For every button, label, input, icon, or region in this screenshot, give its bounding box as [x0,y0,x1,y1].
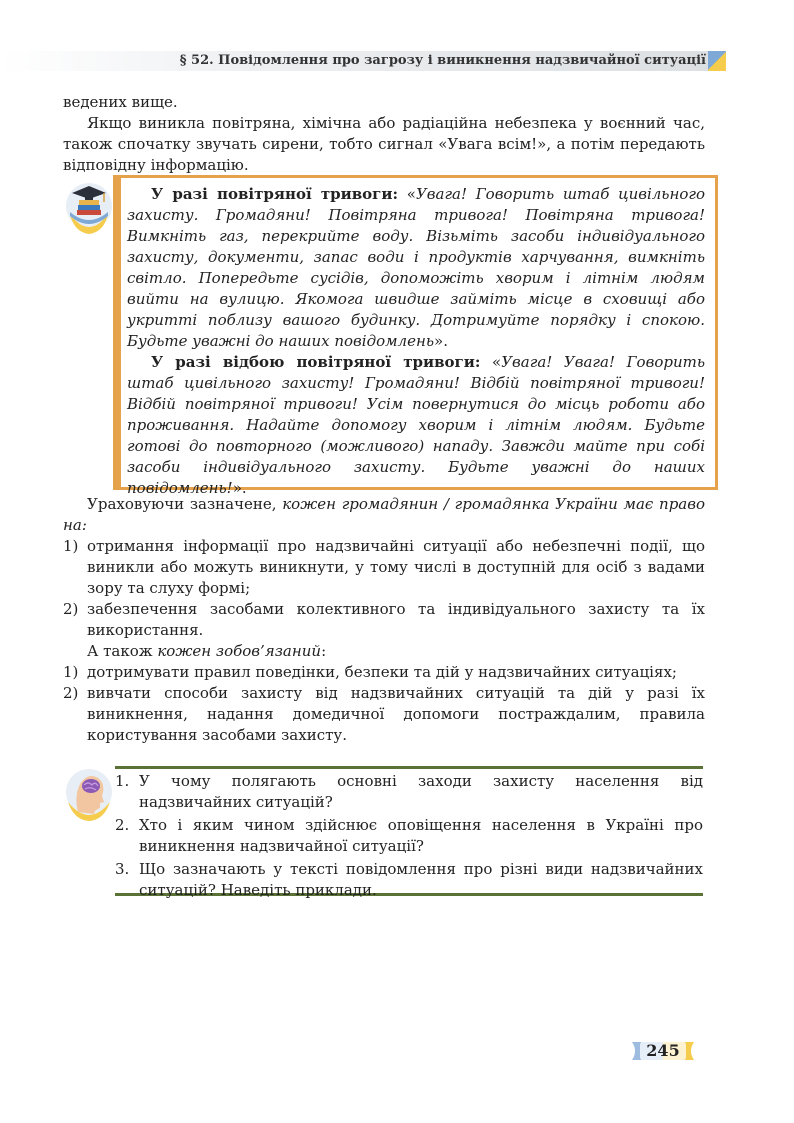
intro-section [63,92,705,176]
list-item-number: 2) [63,600,79,618]
question-number: 2. [115,816,130,834]
list-item-text: отримання інформації про надзвичайні ситуації або небезпечні події, що виникли або можуть виникнути, у тому числі в доступній для осіб з вадами зору та слуху формі; [87,537,705,597]
all-clear-paragraph [127,352,705,499]
quote-close: ». [434,332,448,350]
question-text: Хто і яким чином здійснює оповіщення населення в Україні про виникнення надзвичайної ситуації? [139,816,703,855]
list-item [63,536,705,599]
all-clear-label: У разі відбою повітряної тривоги: [151,353,481,371]
list-item-number: 2) [63,684,79,702]
question-item [115,859,703,901]
air-raid-alert-label: У разі повітряної тривоги: [151,185,399,203]
air-raid-alert-paragraph [127,184,705,352]
duties-intro-text: А також [87,642,158,660]
duties-intro-emphasis: кожен зобов’язаний [157,642,322,660]
duties-intro [63,641,705,662]
question-item [115,771,703,813]
page-number: 245 [646,1041,680,1060]
question-number: 1. [115,772,130,790]
rights-intro [63,494,705,536]
list-item-text: забезпечення засобами колективного та індивідуального захисту та їх використання. [87,600,705,639]
page-number-badge [630,1038,696,1064]
running-header-title: § 52. Повідомлення про загрозу і виникнення надзвичайної ситуації [179,53,706,68]
rights-intro-text: Ураховуючи зазначене, [87,495,283,513]
rights-intro-emphasis: кожен громадянин / громадянка України має право на: [63,495,705,534]
review-questions-box [115,766,703,899]
list-item [63,662,705,683]
quote-open: « [398,185,416,203]
list-item-number: 1) [63,537,79,555]
list-item-text: вивчати способи захисту від надзвичайних ситуацій та дій у разі їх виникнення, надання домедичної допомоги постраждалим, правила користування засобами захисту. [87,684,705,744]
header-corner-decoration [708,51,726,71]
question-text: У чому полягають основні заходи захисту населення від надзвичайних ситуацій? [139,772,703,811]
duties-intro-colon: : [321,642,327,660]
question-item [115,815,703,857]
intro-continuation-line: ведених вище. [63,93,178,111]
list-item-number: 1) [63,663,79,681]
quote-close: ». [232,479,247,497]
quote-open: « [480,353,502,371]
air-raid-alert-box [113,175,718,497]
list-item-text: дотримувати правил поведінки, безпеки та дій у надзвичайних ситуаціях; [87,663,677,681]
question-text: Що зазначають у тексті повідомлення про різні види надзвичайних ситуацій? Наведіть приклади. [139,860,703,899]
rights-duties-section [63,494,705,746]
intro-paragraph: Якщо виникла повітряна, хімічна або радіаційна небезпека у воєнний час, також спочатку звучать сирени, тобто сигнал «Увага всім!», а потім передають відповідну інформацію. [63,114,705,174]
question-number: 3. [115,860,130,878]
all-clear-message: Увага! Увага! Говорить штаб цивільного захисту! Громадяни! Відбій повітряної тривоги! Відбій повітряної тривоги! Усім повернутися до місць роботи або проживання. Надайте допомогу хворим і літнім людям. Будьте готові до повторного (можливого) нападу. Завжди майте при собі засоби індивідуального захисту. Будьте уважні до наших повідомлень! [127,353,706,497]
head-brain-icon [64,766,114,822]
list-item [63,683,705,746]
list-item [63,599,705,641]
graduation-cap-books-icon [64,180,114,236]
air-raid-alert-message: Увага! Говорить штаб цивільного захисту. Громадяни! Повітряна тривога! Повітряна тривога! Вимкніть газ, перекрийте воду. Візьміть засоби індивідуального захисту, документи, запас води і продуктів харчування, вимкніть світло. Попередьте сусідів, допоможіть хворим і літнім людям вийти на вулицю. Якомога швидше займіть місце в сховищі або укритті поблизу вашого будинку. Дотримуйте порядку і спокою. Будьте уважні до наших повідомлень [127,185,705,350]
